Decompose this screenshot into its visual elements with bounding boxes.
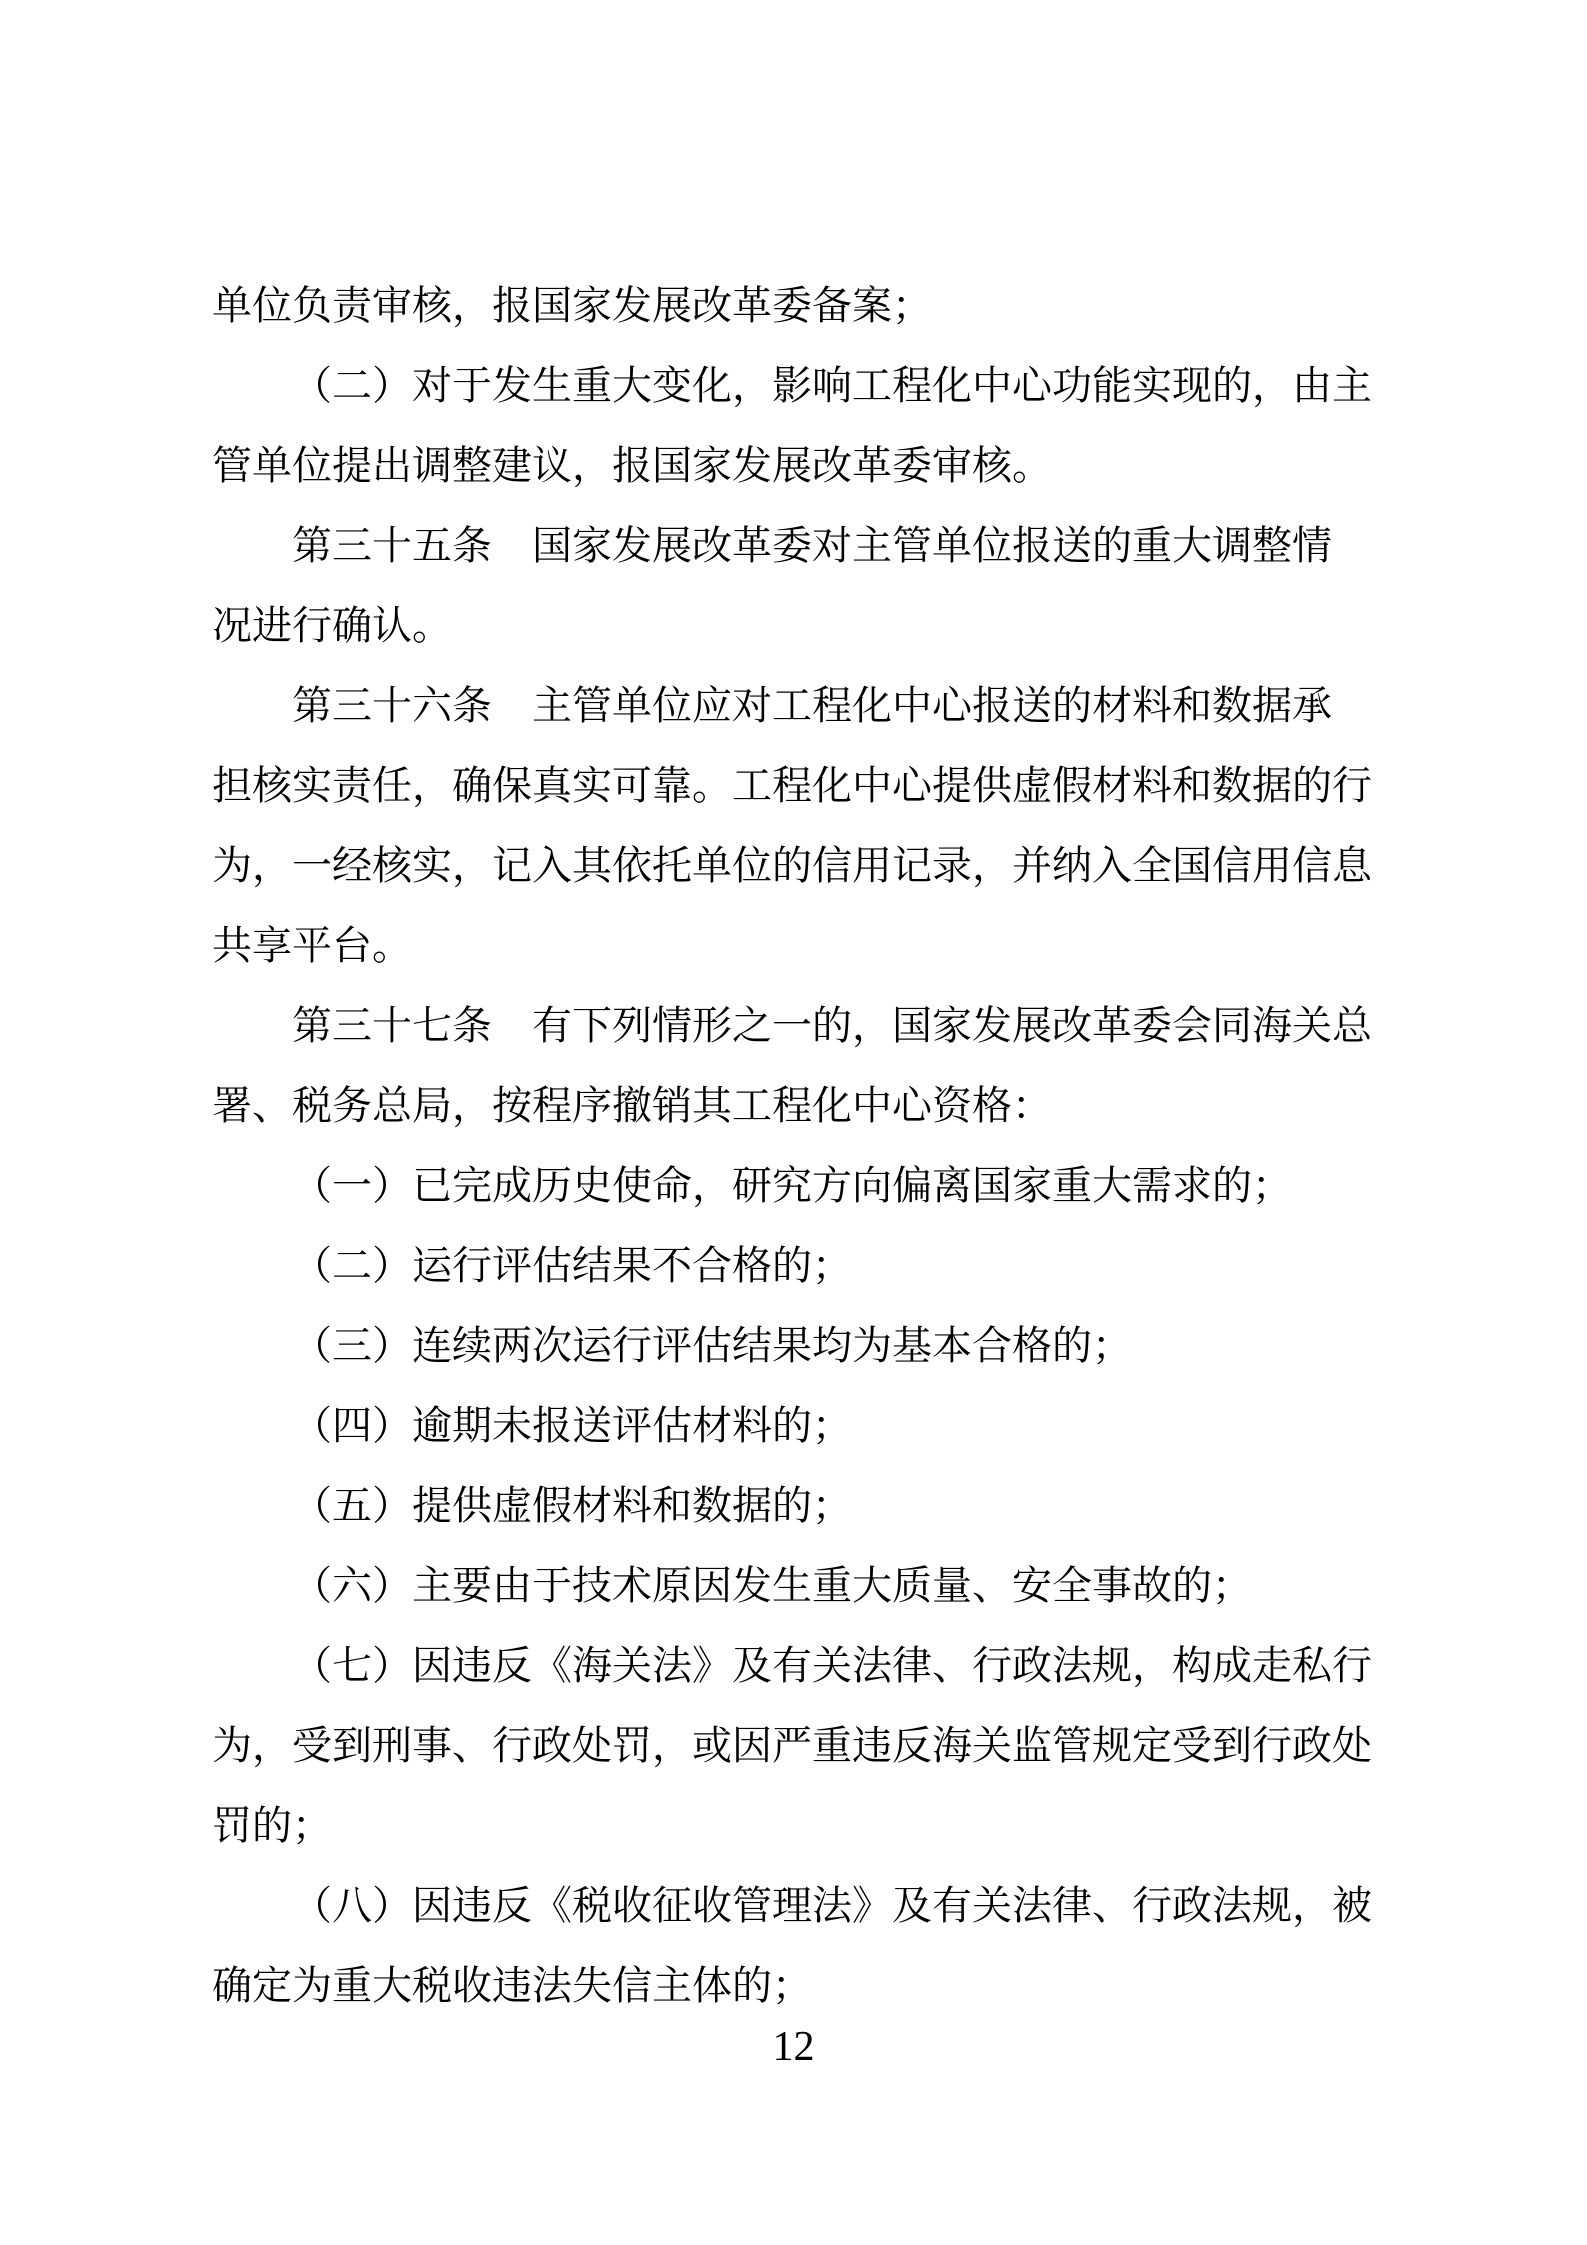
paragraph	[212, 1306, 1382, 1386]
text-line: 罚的；	[212, 1804, 332, 1848]
paragraph	[212, 1546, 1382, 1626]
paragraph	[212, 506, 1382, 666]
text-line: 为，受到刑事、行政处罚，或因严重违反海关监管规定受到行政处	[212, 1724, 1372, 1768]
text-line: （四）逾期未报送评估材料的；	[292, 1404, 852, 1448]
text-line: 共享平台。	[212, 924, 412, 968]
paragraph	[212, 1866, 1382, 2026]
text-line: 第三十六条 主管单位应对工程化中心报送的材料和数据承	[292, 684, 1332, 728]
paragraph	[212, 346, 1382, 506]
text-line: （二）对于发生重大变化，影响工程化中心功能实现的，由主	[292, 364, 1372, 408]
text-line: 第三十七条 有下列情形之一的，国家发展改革委会同海关总	[292, 1004, 1372, 1048]
text-line: （三）连续两次运行评估结果均为基本合格的；	[292, 1324, 1132, 1368]
document-body	[212, 266, 1382, 2026]
text-line: （八）因违反《税收征收管理法》及有关法律、行政法规，被	[292, 1884, 1372, 1928]
text-line: 署、税务总局，按程序撤销其工程化中心资格：	[212, 1084, 1052, 1128]
paragraph	[212, 1146, 1382, 1226]
paragraph	[212, 266, 1382, 346]
text-line: （一）已完成历史使命，研究方向偏离国家重大需求的；	[292, 1164, 1292, 1208]
text-line: （二）运行评估结果不合格的；	[292, 1244, 852, 1288]
text-line: （五）提供虚假材料和数据的；	[292, 1484, 852, 1528]
text-line: 单位负责审核，报国家发展改革委备案；	[212, 284, 932, 328]
paragraph	[212, 1466, 1382, 1546]
text-line: 第三十五条 国家发展改革委对主管单位报送的重大调整情	[292, 524, 1332, 568]
text-line: （六）主要由于技术原因发生重大质量、安全事故的；	[292, 1564, 1252, 1608]
text-line: （七）因违反《海关法》及有关法律、行政法规，构成走私行	[292, 1644, 1372, 1688]
paragraph	[212, 1386, 1382, 1466]
paragraph	[212, 986, 1382, 1146]
text-line: 担核实责任，确保真实可靠。工程化中心提供虚假材料和数据的行	[212, 764, 1372, 808]
text-line: 况进行确认。	[212, 604, 452, 648]
text-line: 为，一经核实，记入其依托单位的信用记录，并纳入全国信用信息	[212, 844, 1372, 888]
text-line: 管单位提出调整建议，报国家发展改革委审核。	[212, 444, 1052, 488]
paragraph	[212, 1226, 1382, 1306]
page-number: 12	[772, 2024, 815, 2070]
paragraph	[212, 666, 1382, 986]
text-line: 确定为重大税收违法失信主体的；	[212, 1964, 812, 2008]
paragraph	[212, 1626, 1382, 1866]
